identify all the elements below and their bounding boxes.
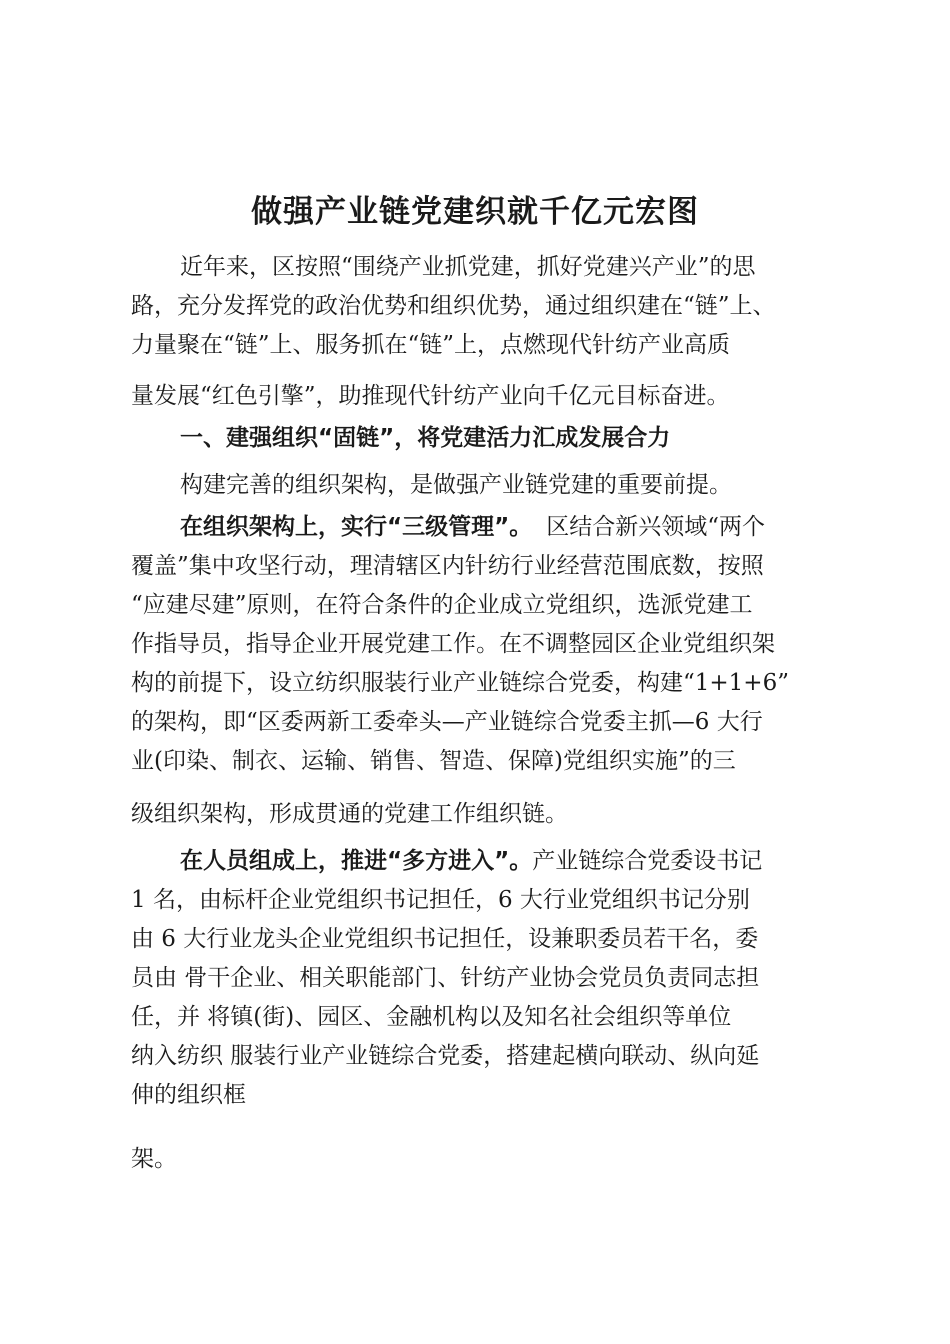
para1-line: 级组织架构，形成贯通的党建工作组织链。: [131, 801, 568, 827]
intro-line: 力量聚在“链”上、服务抓在“链”上，点燃现代针纺产业高质: [131, 332, 731, 358]
para2-line: 纳入纺织 服装行业产业链综合党委，搭建起横向联动、纵向延: [131, 1043, 760, 1069]
para1-line: 的架构，即“区委两新工委牵头—产业链综合党委主抓—6 大行: [131, 709, 763, 735]
para1-line: “应建尽建”原则，在符合条件的企业成立党组织，选派党建工: [131, 592, 753, 618]
para1-line: 构的前提下，设立纺织服装行业产业链综合党委，构建“1+1+6”: [131, 670, 789, 696]
para2-first-line-rest: 产业链综合党委设书记: [532, 848, 763, 874]
para1-bold-lead: 在组织架构上，实行“三级管理”。: [180, 514, 533, 540]
para1-first-line: [180, 509, 765, 545]
para2-line: 架。: [131, 1146, 177, 1172]
para2-line: 任，并 将镇(街)、园区、金融机构以及知名社会组织等单位: [131, 1004, 732, 1030]
para1-line: 作指导员，指导企业开展党建工作。在不调整园区企业党组织架: [131, 631, 775, 657]
para1-first-line-rest: 区结合新兴领域“两个: [546, 514, 765, 540]
intro-line: 路，充分发挥党的政治优势和组织优势，通过组织建在“链”上、: [131, 293, 776, 319]
para2-line: 1 名，由标杆企业党组织书记担任，6 大行业党组织书记分别: [131, 887, 750, 913]
para2-bold-lead: 在人员组成上，推进“多方进入”。: [180, 848, 533, 874]
para2-line: 员由 骨干企业、相关职能部门、针纺产业协会党员负责同志担: [131, 965, 760, 991]
section-lead: 构建完善的组织架构，是做强产业链党建的重要前提。: [180, 472, 732, 498]
para1-line: 覆盖”集中攻坚行动，理清辖区内针纺行业经营范围底数，按照: [131, 553, 764, 579]
intro-line: 量发展“红色引擎”，助推现代针纺产业向千亿元目标奋进。: [131, 383, 730, 409]
para2-first-line: [180, 843, 762, 879]
section-heading: 一、建强组织“固链”，将党建活力汇成发展合力: [180, 425, 671, 451]
intro-line: 近年来，区按照“围绕产业抓党建，抓好党建兴产业”的思: [180, 254, 756, 280]
document-title: 做强产业链党建织就千亿元宏图: [251, 194, 699, 230]
para1-line: 业(印染、制衣、运输、销售、智造、保障)党组织实施”的三: [131, 748, 736, 774]
para2-line: 伸的组织框: [131, 1082, 246, 1108]
para2-line: 由 6 大行业龙头企业党组织书记担任，设兼职委员若干名，委: [131, 926, 759, 952]
